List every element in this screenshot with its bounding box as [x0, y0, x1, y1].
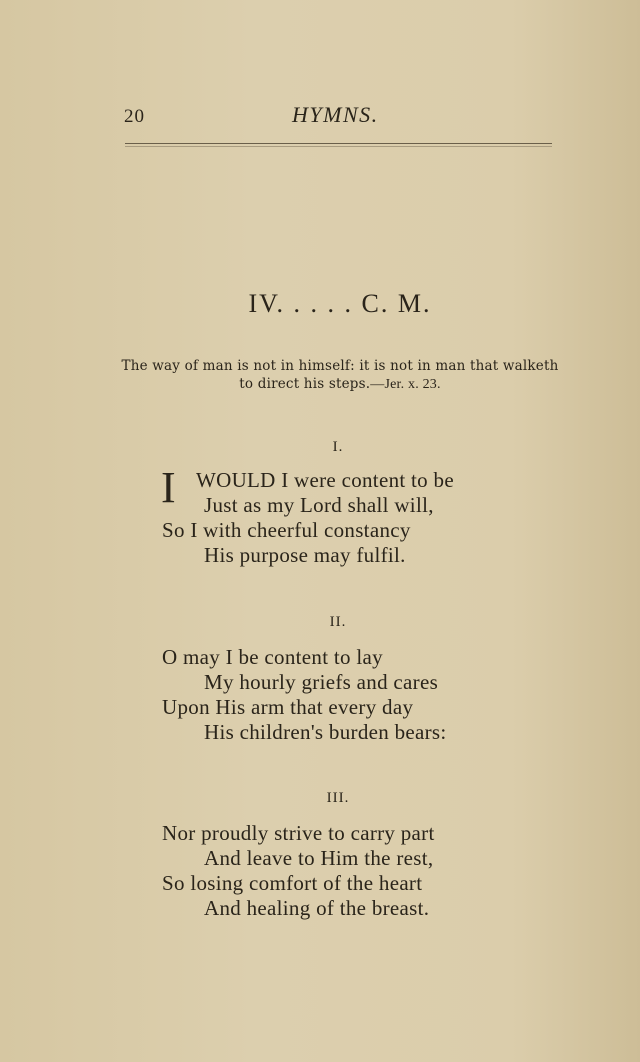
- verse-line: Just as my Lord shall will,: [204, 493, 434, 517]
- epigraph: [120, 357, 560, 394]
- page-number: 20: [124, 106, 145, 127]
- stanza-number: II.: [329, 614, 347, 630]
- verse-line: So losing comfort of the heart: [162, 871, 423, 895]
- stanza-number: III.: [326, 790, 350, 806]
- hymn-title: IV. . . . . C. M.: [248, 289, 432, 318]
- header-rule-secondary: [125, 146, 552, 147]
- epigraph-line-1: The way of man is not in himself: it is not in man that walketh: [121, 358, 559, 374]
- verse-line: His purpose may fulfil.: [204, 543, 406, 567]
- drop-cap: I: [161, 463, 176, 512]
- verse-line: Nor proudly strive to carry part: [162, 821, 435, 845]
- verse-line: His children's burden bears:: [204, 720, 447, 744]
- verse-line: My hourly griefs and cares: [204, 670, 439, 694]
- verse-line: And leave to Him the rest,: [204, 846, 434, 870]
- verse-line: O may I be content to lay: [162, 645, 383, 669]
- epigraph-line-2-text: to direct his steps.: [239, 376, 371, 392]
- epigraph-line-2: [120, 375, 560, 394]
- verse-line: WOULD I were content to be: [196, 468, 454, 492]
- verse-line: Upon His arm that every day: [162, 695, 414, 719]
- verse-line: And healing of the breast.: [204, 896, 430, 920]
- verse-line: So I with cheerful constancy: [162, 518, 411, 542]
- header-rule: [125, 143, 552, 144]
- stanza-number: I.: [332, 439, 344, 455]
- epigraph-reference: —Jer. x. 23.: [370, 377, 441, 392]
- running-head: HYMNS.: [292, 102, 379, 127]
